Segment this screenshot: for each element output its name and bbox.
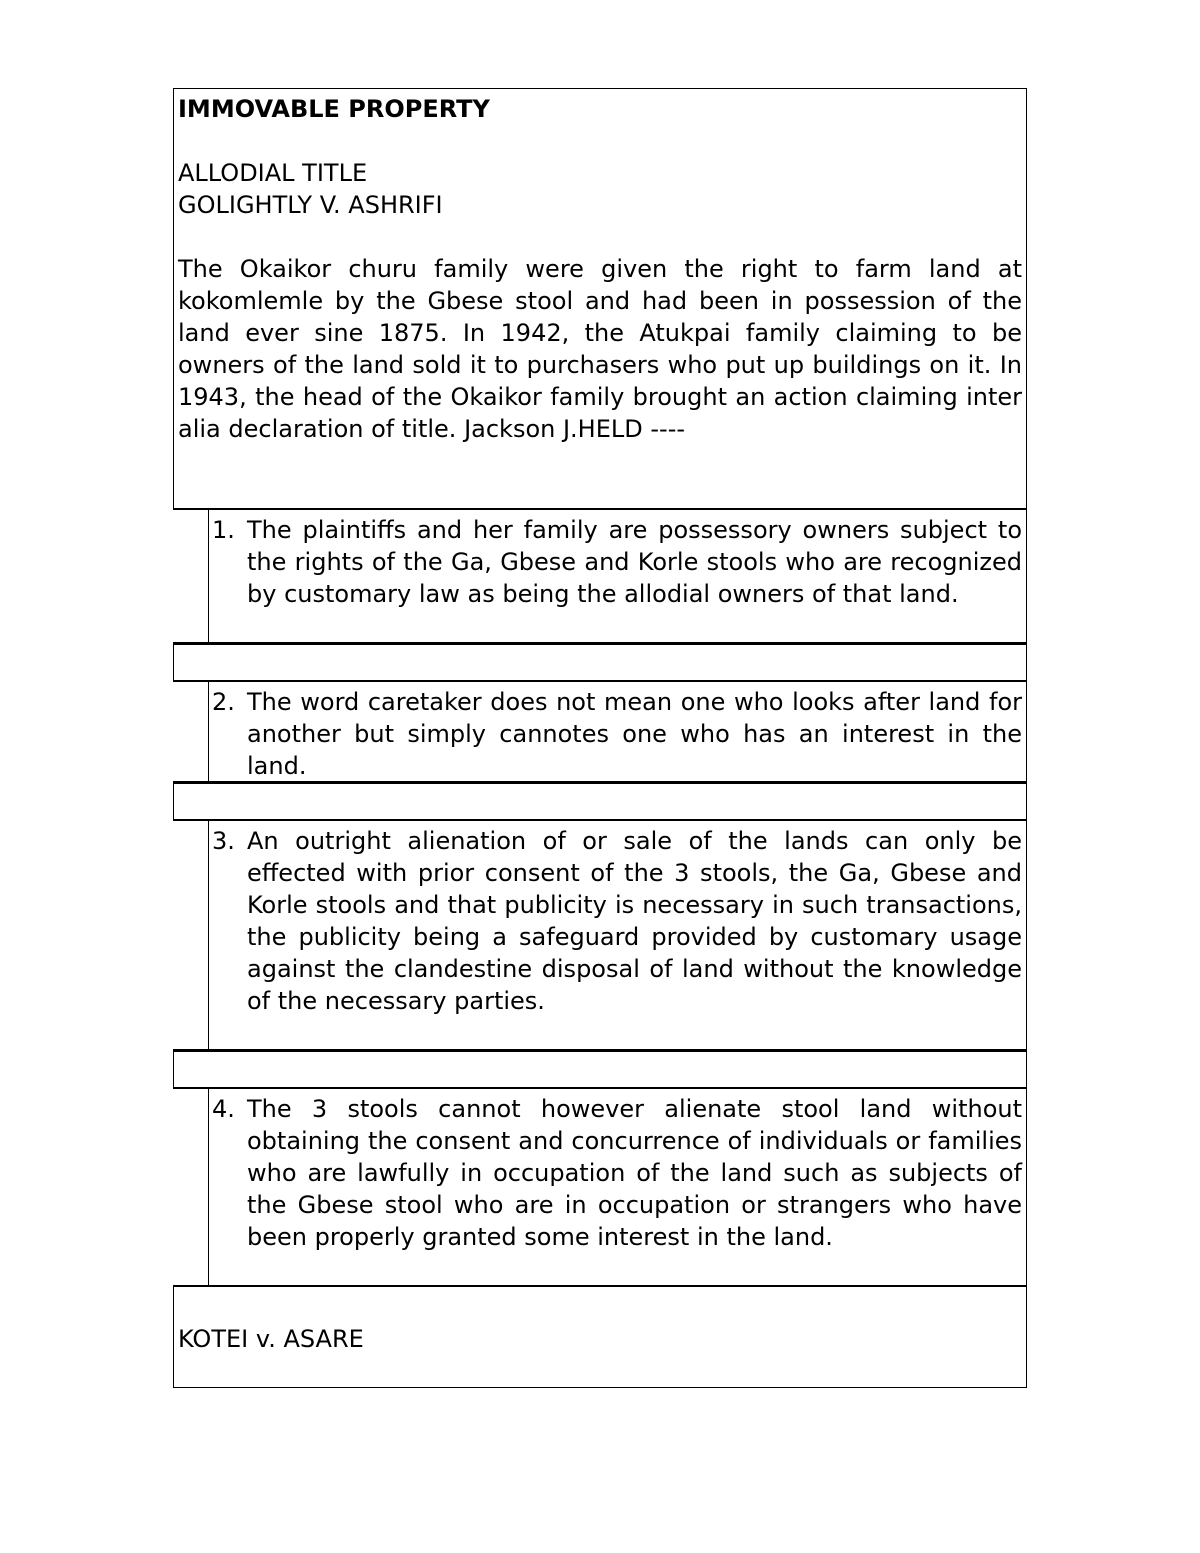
spacer-row: [173, 644, 1027, 681]
case-facts: The Okaikor churu family were given the right to farm land at kokomlemle by the Gbese stool and had been in possession of the land ever sine 1875. In 1942, the Atukpai family claiming to be owners of the land sold it to purchasers who put up buildings on it. In 1943, the head of the Okaikor family brought an action claiming inter alia declaration of title. Jackson J.HELD ----: [178, 255, 1022, 443]
holding-number: 4.: [212, 1095, 235, 1123]
next-case-name: KOTEI v. ASARE: [178, 1325, 364, 1353]
spacer-row: [173, 1051, 1027, 1088]
holding-text: The 3 stools cannot however alienate stool land without obtaining the consent and concurrence of individuals or families who are lawfully in occupation of the land such as subjects of the Gbese stool who are in occupation or strangers who have been properly granted some interest in the land.: [247, 1095, 1022, 1251]
spacer-row: [173, 783, 1027, 820]
holding-3: [173, 819, 1027, 1051]
holding-text: The word caretaker does not mean one who looks after land for another but simply cannotes one who has an interest in the land.: [247, 688, 1022, 780]
case-name: GOLIGHTLY V. ASHRIFI: [178, 191, 443, 219]
next-case-cell: [173, 1287, 1027, 1388]
document-title: IMMOVABLE PROPERTY: [178, 95, 490, 123]
holding-number: 3.: [212, 827, 235, 855]
holding-2: [173, 680, 1027, 783]
holding-text: The plaintiffs and her family are possessory owners subject to the rights of the Ga, Gbese and Korle stools who are recognized by customary law as being the allodial owners of that land.: [247, 516, 1022, 608]
intro-cell: [173, 88, 1027, 510]
holding-text: An outright alienation of or sale of the lands can only be effected with prior consent of the 3 stools, the Ga, Gbese and Korle stools and that publicity is necessary in such transactions, the publicity being a safeguard provided by customary usage against the clandestine disposal of land without the knowledge of the necessary parties.: [247, 827, 1022, 1015]
holding-number: 1.: [212, 516, 235, 544]
holding-1: [173, 508, 1027, 644]
holding-number: 2.: [212, 688, 235, 716]
holding-4: [173, 1087, 1027, 1287]
section-subtitle: ALLODIAL TITLE: [178, 159, 368, 187]
